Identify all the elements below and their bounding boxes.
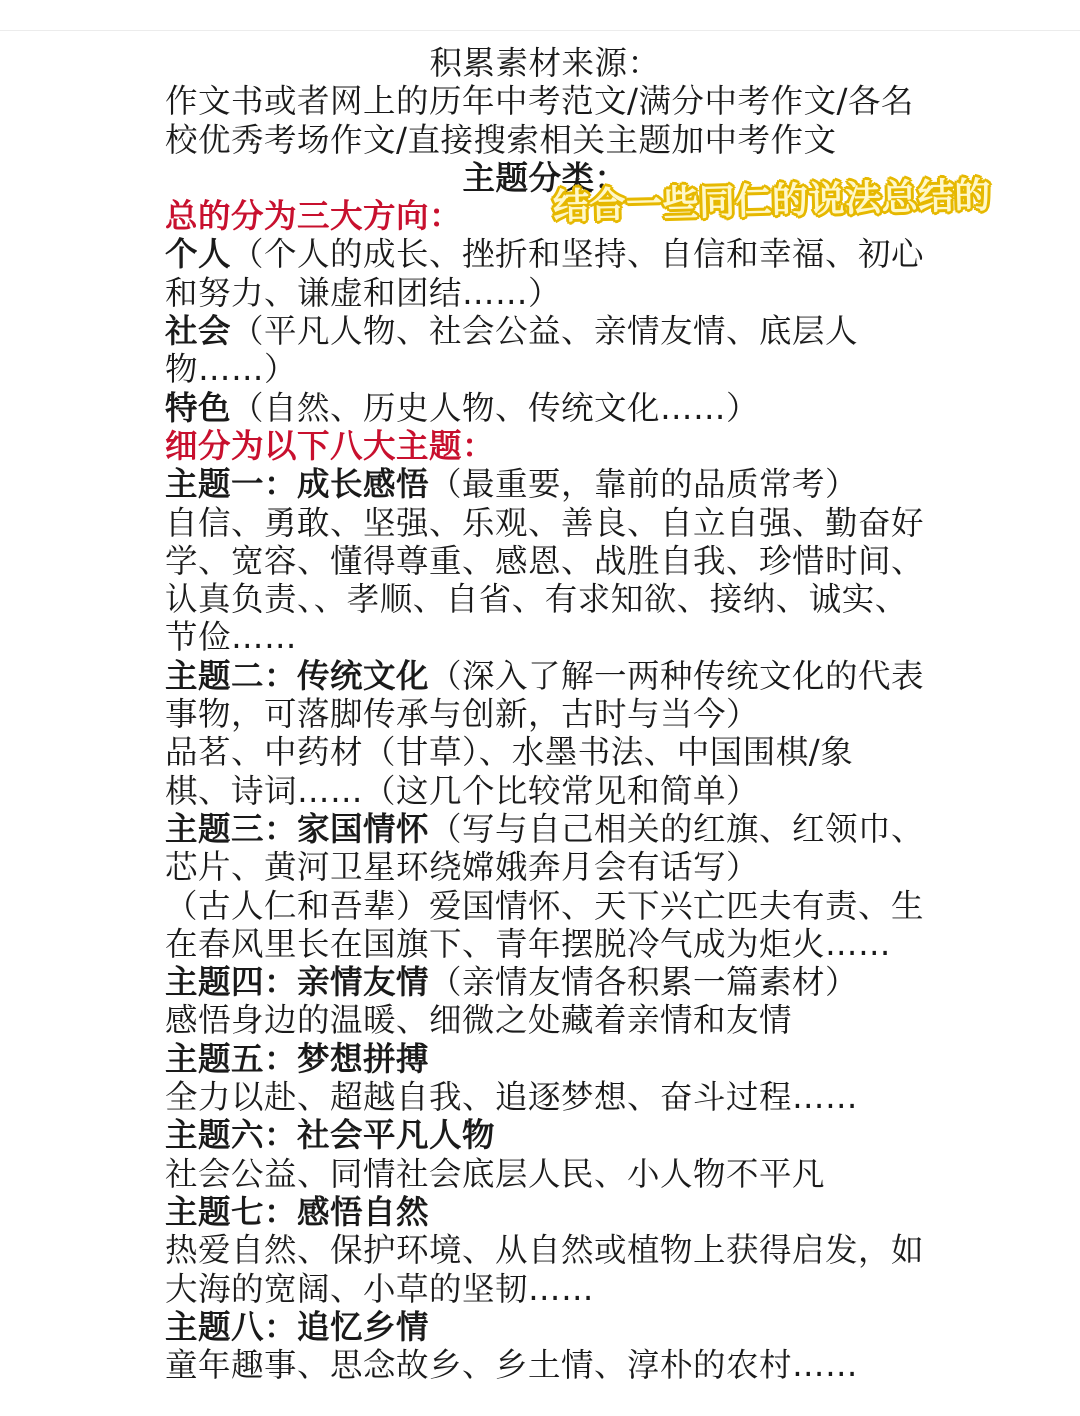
theme-6-line: 社会公益、同情社会底层人民、小人物不平凡: [165, 1154, 826, 1193]
theme-6-title: 主题六：社会平凡人物: [165, 1116, 496, 1155]
document-body: [165, 44, 925, 1384]
theme-note: （深入了解一两种传统文化的代表: [429, 656, 925, 695]
theme-5-title: 主题五：梦想拼搏: [165, 1039, 430, 1078]
theme-2-line: 棋、诗词……（这几个比较常见和简单）: [165, 771, 760, 810]
sources-line-1: 作文书或者网上的历年中考范文/满分中考作文/各名: [165, 82, 914, 121]
theme-5-line: 全力以赴、超越自我、追逐梦想、奋斗过程……: [165, 1078, 859, 1117]
theme-title: 主题四：亲情友情: [165, 963, 430, 1002]
theme-7-title: 主题七：感悟自然: [165, 1192, 430, 1231]
direction-label: 个人: [165, 235, 232, 274]
theme-note: （最重要，靠前的品质常考）: [429, 465, 859, 504]
theme-2-title-line: [165, 657, 925, 695]
direction-society-cont: 物……）: [165, 350, 298, 389]
theme-7-line: 热爱自然、保护环境、从自然或植物上获得启发，如: [165, 1231, 925, 1270]
theme-3-line: 在春风里长在国旗下、青年摆脱冷气成为炬火……: [165, 924, 892, 963]
theme-title: 主题三：家国情怀: [165, 809, 430, 848]
theme-8-title: 主题八：追忆乡情: [165, 1307, 430, 1346]
theme-note: （写与自己相关的红旗、红领巾、: [429, 809, 925, 848]
theme-title: 主题二：传统文化: [165, 656, 430, 695]
direction-text: （自然、历史人物、传统文化……）: [231, 388, 760, 427]
theme-3-title-line: [165, 810, 925, 848]
theme-1-line: 认真负责、、孝顺、自省、有求知欲、接纳、诚实、: [165, 580, 908, 619]
direction-label: 特色: [165, 388, 232, 427]
sources-heading: 积累素材来源：: [429, 44, 661, 82]
classification-heading: 主题分类：: [462, 158, 628, 197]
handwritten-note: 结合一些同仁的说法总结的: [552, 175, 992, 228]
theme-2-note-cont: 事物，可落脚传承与创新，古时与当今）: [165, 695, 760, 734]
theme-note: （亲情友情各积累一篇素材）: [429, 963, 859, 1002]
direction-personal: [165, 235, 925, 273]
direction-personal-cont: 和努力、谦虚和团结……）: [165, 273, 562, 312]
theme-7-line: 大海的宽阔、小草的坚韧……: [165, 1269, 595, 1308]
direction-feature: [165, 389, 925, 427]
three-directions-heading: 总的分为三大方向：: [165, 197, 463, 236]
theme-2-line: 品茗、中药材（甘草）、水墨书法、中国围棋/象: [165, 733, 854, 772]
top-divider: [0, 30, 1080, 31]
theme-4-line: 感悟身边的温暖、细微之处藏着亲情和友情: [165, 1001, 793, 1040]
sources-line-2: 校优秀考场作文/直接搜索相关主题加中考作文: [165, 120, 837, 159]
direction-society: [165, 312, 925, 350]
theme-1-line: 自信、勇敢、坚强、乐观、善良、自立自强、勤奋好: [165, 503, 925, 542]
direction-text: （个人的成长、挫折和坚持、自信和幸福、初心: [231, 235, 925, 274]
eight-themes-heading: 细分为以下八大主题：: [165, 426, 496, 465]
theme-1-line: 节俭……: [165, 618, 298, 657]
theme-3-note-cont: 芯片、黄河卫星环绕嫦娥奔月会有话写）: [165, 848, 760, 887]
direction-label: 社会: [165, 312, 232, 351]
theme-title: 主题一：成长感悟: [165, 465, 430, 504]
theme-3-line: （古人仁和吾辈）爱国情怀、天下兴亡匹夫有责、生: [165, 886, 925, 925]
theme-8-line: 童年趣事、思念故乡、乡土情、淳朴的农村……: [165, 1346, 859, 1385]
theme-1-line: 学、宽容、懂得尊重、感恩、战胜自我、珍惜时间、: [165, 541, 925, 580]
direction-text: （平凡人物、社会公益、亲情友情、底层人: [231, 312, 859, 351]
theme-4-title-line: [165, 963, 925, 1001]
theme-1-title-line: [165, 465, 925, 503]
